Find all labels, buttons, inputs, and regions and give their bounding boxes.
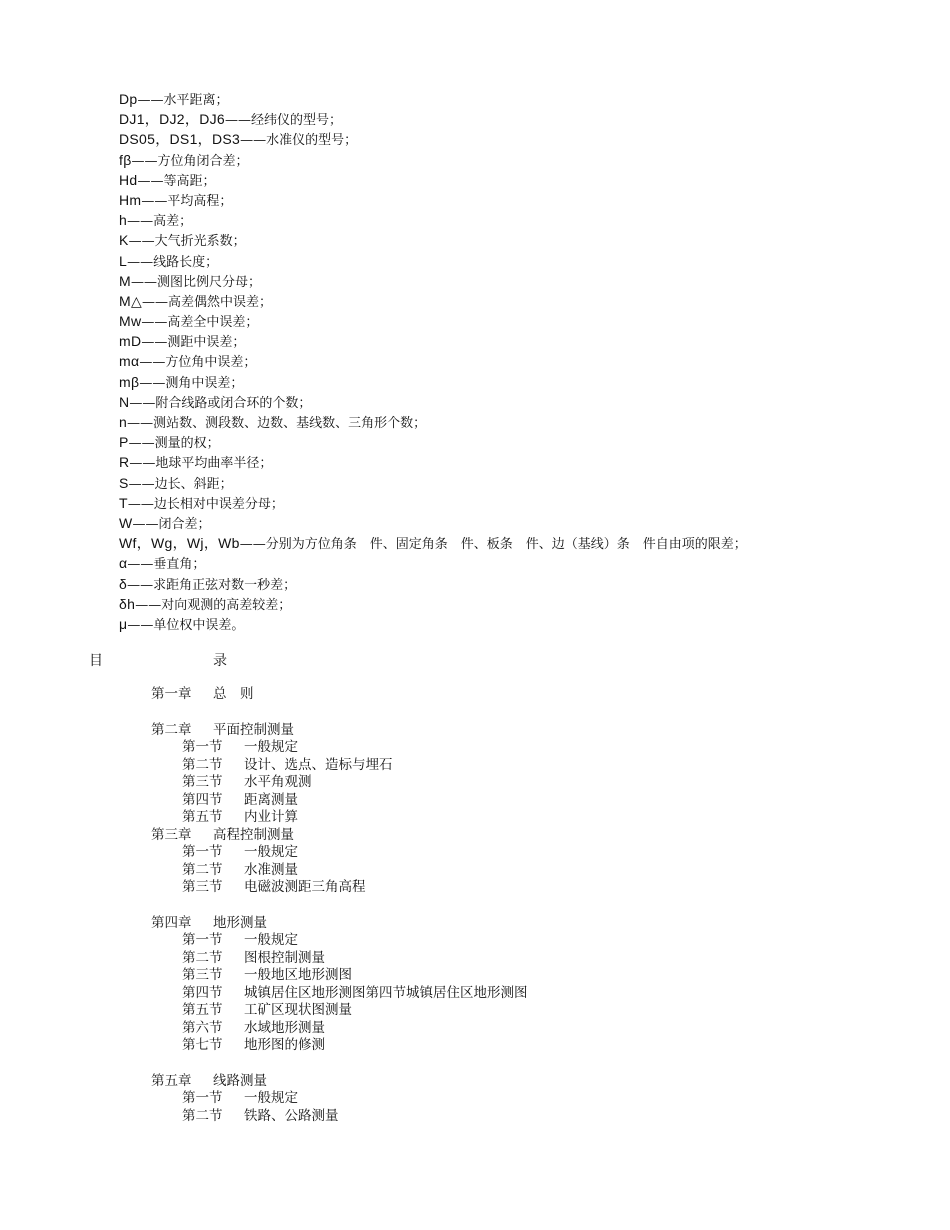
section-title: 一般规定 — [244, 932, 298, 948]
symbol-term: mβ — [119, 373, 140, 390]
symbol-description: ——水准仪的型号； — [240, 133, 358, 149]
toc-section[interactable] — [182, 792, 950, 810]
symbol-entry — [119, 372, 747, 392]
chapter-number: 第五章 — [151, 1072, 192, 1089]
toc-section[interactable] — [182, 844, 950, 862]
symbol-entry — [119, 553, 747, 573]
section-title: 图根控制测量 — [244, 949, 325, 966]
chapter-title: 高程控制测量 — [213, 826, 294, 843]
section-title: 一般规定 — [244, 844, 298, 860]
section-title: 地形图的修测 — [244, 1037, 325, 1053]
section-number: 第四节 — [182, 984, 223, 1001]
symbol-entry — [119, 129, 747, 149]
symbol-term: mD — [119, 333, 142, 350]
toc-section[interactable] — [182, 1108, 950, 1126]
section-number: 第五节 — [182, 809, 223, 825]
section-title: 水平角观测 — [244, 774, 312, 790]
section-number: 第三节 — [182, 774, 223, 790]
toc-heading-left: 目 — [89, 653, 103, 669]
section-number: 第二节 — [182, 1107, 223, 1124]
symbol-entry — [119, 513, 747, 533]
section-number: 第三节 — [182, 879, 223, 895]
section-title: 城镇居住区地形测图第四节城镇居住区地形测图 — [244, 984, 528, 1001]
symbol-description: ——水平距离； — [137, 93, 229, 108]
symbol-description: ——分别为方位角条 件、固定角条 件、板条 件、边（基线）条 件自由项的限差； — [239, 537, 747, 553]
section-title: 一般规定 — [244, 739, 298, 755]
section-title: 铁路、公路测量 — [244, 1107, 339, 1124]
section-title: 水域地形测量 — [244, 1019, 325, 1036]
symbol-description: ——对向观测的高差较差； — [135, 597, 292, 613]
spacer — [0, 897, 950, 915]
symbol-description: ——经纬仪的型号； — [225, 113, 343, 129]
symbol-entry — [119, 190, 747, 210]
symbol-entry — [119, 533, 747, 553]
symbol-description: ——线路长度； — [127, 254, 219, 270]
toc-section[interactable] — [182, 739, 950, 757]
symbol-entry — [119, 150, 747, 170]
section-number: 第五节 — [182, 1002, 223, 1018]
symbol-term: N — [119, 393, 130, 410]
symbol-entry — [119, 271, 747, 291]
toc-chapter[interactable] — [151, 686, 950, 704]
symbol-description: ——测图比例尺分母； — [130, 274, 261, 290]
symbol-term: M — [119, 272, 131, 289]
table-of-contents — [0, 686, 950, 1125]
symbol-entry — [119, 452, 747, 472]
symbol-entry — [119, 230, 747, 250]
symbol-list — [119, 89, 747, 634]
symbol-term: μ — [119, 615, 128, 632]
symbol-term: P — [119, 434, 129, 451]
symbol-description: ——测角中误差； — [139, 375, 244, 391]
symbol-entry — [119, 412, 747, 432]
symbol-description: ——闭合差； — [132, 516, 211, 532]
toc-chapter[interactable] — [151, 722, 950, 740]
symbol-term: L — [119, 252, 128, 269]
spacer — [0, 1055, 950, 1073]
section-number: 第四节 — [182, 791, 223, 808]
symbol-description: ——大气折光系数； — [128, 234, 246, 250]
toc-chapter[interactable] — [151, 1073, 950, 1091]
chapter-title: 总 则 — [213, 686, 254, 702]
symbol-description: ——垂直角； — [127, 557, 206, 573]
symbol-entry — [119, 574, 747, 594]
symbol-term: Hd — [119, 171, 138, 188]
symbol-term: DS05，DS1，DS3 — [119, 131, 241, 148]
symbol-term: S — [119, 474, 129, 491]
toc-chapter[interactable] — [151, 915, 950, 933]
symbol-description: ——高差； — [127, 214, 193, 230]
symbol-entry — [119, 594, 747, 614]
symbol-entry — [119, 351, 747, 371]
toc-section[interactable] — [182, 862, 950, 880]
toc-section[interactable] — [182, 757, 950, 775]
section-title: 内业计算 — [244, 809, 298, 825]
section-number: 第七节 — [182, 1037, 223, 1053]
chapter-number: 第二章 — [151, 721, 192, 738]
symbol-term: δh — [119, 595, 136, 612]
section-number: 第二节 — [182, 949, 223, 966]
symbol-term: mα — [119, 353, 140, 370]
section-title: 电磁波测距三角高程 — [244, 879, 366, 895]
symbol-term: Mw — [119, 313, 142, 330]
toc-section[interactable] — [182, 967, 950, 985]
symbol-entry — [119, 109, 747, 129]
symbol-entry — [119, 432, 747, 452]
toc-section[interactable] — [182, 774, 950, 792]
section-title: 设计、选点、造标与埋石 — [244, 756, 393, 773]
symbol-description: ——高差全中误差； — [141, 315, 259, 331]
symbol-entry — [119, 614, 747, 634]
symbol-entry — [119, 291, 747, 311]
symbol-description: ——边长、斜距； — [128, 476, 233, 492]
spacer — [0, 704, 950, 722]
symbol-term: T — [119, 494, 128, 511]
section-title: 一般地区地形测图 — [244, 967, 352, 983]
symbol-description: ——附合线路或闭合环的个数； — [129, 395, 312, 411]
chapter-number: 第一章 — [151, 686, 192, 702]
section-title: 水准测量 — [244, 861, 298, 878]
toc-section[interactable] — [182, 985, 950, 1003]
symbol-description: ——测距中误差； — [141, 335, 246, 351]
chapter-number: 第三章 — [151, 826, 192, 843]
symbol-term: δ — [119, 575, 128, 592]
toc-section[interactable] — [182, 809, 950, 827]
section-number: 第三节 — [182, 967, 223, 983]
symbol-term: R — [119, 454, 130, 471]
section-number: 第二节 — [182, 861, 223, 878]
symbol-description: ——地球平均曲率半径； — [129, 456, 273, 472]
symbol-description: ——方位角中误差； — [139, 355, 257, 371]
section-number: 第一节 — [182, 844, 223, 860]
section-title: 工矿区现状图测量 — [244, 1002, 352, 1018]
chapter-number: 第四章 — [151, 914, 192, 931]
symbol-entry — [119, 170, 747, 190]
toc-section[interactable] — [182, 1090, 950, 1108]
symbol-entry — [119, 89, 747, 109]
section-number: 第一节 — [182, 739, 223, 755]
symbol-description: ——单位权中误差。 — [127, 617, 245, 633]
symbol-term: Dp — [119, 91, 138, 107]
symbol-description: ——平均高程； — [141, 193, 233, 209]
toc-heading-right: 录 — [213, 653, 227, 669]
symbol-term: Hm — [119, 191, 142, 208]
symbol-entry — [119, 473, 747, 493]
toc-section[interactable] — [182, 1037, 950, 1055]
symbol-term: K — [119, 232, 129, 249]
chapter-title: 线路测量 — [213, 1072, 267, 1089]
symbol-description: ——等高距； — [137, 173, 216, 189]
symbol-term: α — [119, 555, 128, 572]
symbol-entry — [119, 251, 747, 271]
section-number: 第二节 — [182, 756, 223, 773]
symbol-entry — [119, 210, 747, 230]
section-title: 一般规定 — [244, 1090, 298, 1106]
section-title: 距离测量 — [244, 791, 298, 808]
toc-section[interactable] — [182, 1020, 950, 1038]
toc-section[interactable] — [182, 879, 950, 897]
symbol-term: fβ — [119, 151, 132, 168]
symbol-description: ——测站数、测段数、边数、基线数、三角形个数； — [127, 416, 427, 431]
toc-section[interactable] — [182, 950, 950, 968]
symbol-entry — [119, 311, 747, 331]
chapter-title: 地形测量 — [213, 914, 267, 931]
symbol-description: ——求距角正弦对数一秒差； — [127, 577, 297, 593]
symbol-description: ——测量的权； — [128, 436, 220, 452]
section-number: 第六节 — [182, 1019, 223, 1036]
chapter-title: 平面控制测量 — [213, 721, 294, 738]
symbol-description: ——方位角闭合差； — [131, 153, 249, 169]
symbol-description: ——高差偶然中误差； — [142, 294, 273, 310]
symbol-term: Wf，Wg，Wj，Wb — [119, 535, 240, 552]
toc-section[interactable] — [182, 932, 950, 950]
section-number: 第一节 — [182, 1090, 223, 1106]
toc-section[interactable] — [182, 1002, 950, 1020]
symbol-entry — [119, 392, 747, 412]
symbol-entry — [119, 493, 747, 513]
symbol-term: DJ1，DJ2，DJ6 — [119, 111, 225, 128]
symbol-description: ——边长相对中误差分母； — [127, 496, 284, 512]
section-number: 第一节 — [182, 932, 223, 948]
symbol-term: W — [119, 514, 133, 531]
symbol-term: M△ — [119, 292, 143, 309]
symbol-term: n — [119, 414, 128, 430]
symbol-term: h — [119, 212, 128, 229]
symbol-entry — [119, 331, 747, 351]
toc-chapter[interactable] — [151, 827, 950, 845]
